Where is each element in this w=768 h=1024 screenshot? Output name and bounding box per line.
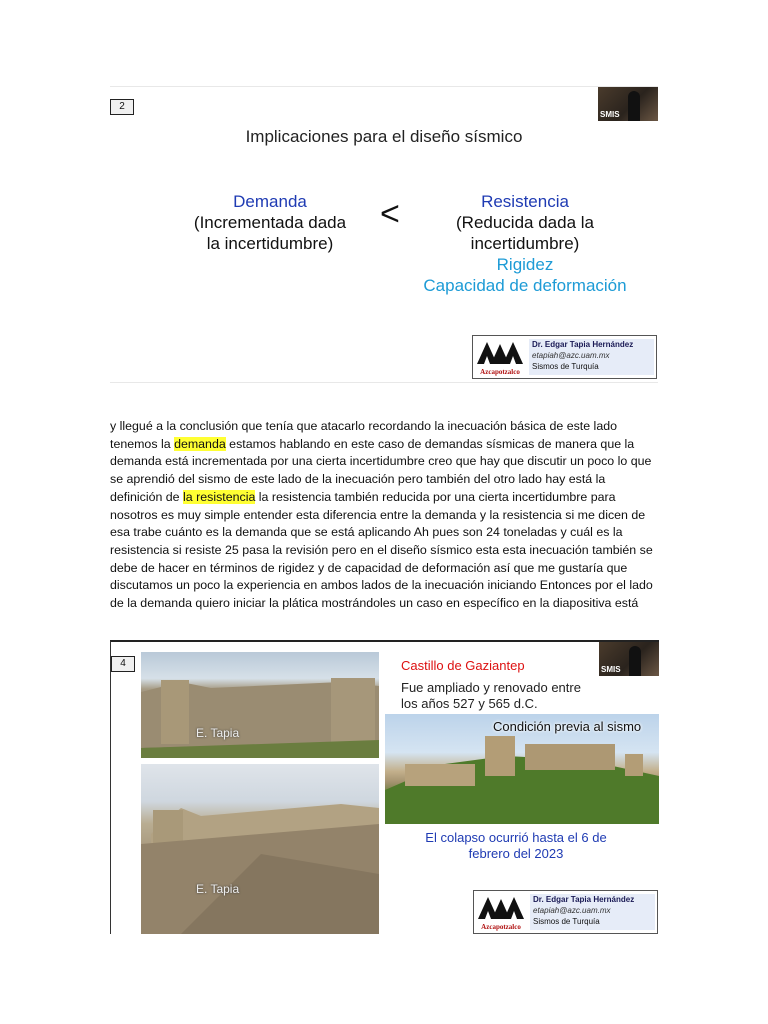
highlight-demanda: demanda [174,436,226,451]
author-credit-box [473,890,658,934]
castle-wall-photo [141,652,379,758]
demand-heading: Demanda [233,192,307,211]
camera-label: SMIS [601,665,621,674]
castle-description: Fue ampliado y renovado entre los años 527 y 565 d.C. [401,680,581,711]
photo-watermark-1: E. Tapia [196,726,240,740]
slide-castillo-gaziantep [110,640,659,934]
institution-name: Azcapotzalco [480,368,520,376]
resistance-column [410,191,640,296]
camera-label: SMIS [600,110,620,119]
transcript-part-3: la resistencia también reducida por una cierta incertidumbre para nosotros es muy simple entender esta diferencia entre la demanda y la resistencia si me dicen de esa trabe cuánto es la demanda que se está aplicando Ah pues son 24 toneladas y cuál es la resistencia si resiste 25 pasa la revisión pero en el diseño sísmico esta esta inecuación también se debe de hacer en términos de rigidez y de capacidad de deformación así que me gustaría que discutamos un poco la experiencia en ambos lados de la inecuación iniciando Entonces por el lado de la demanda quiero iniciar la plática mostrándoles un caso en específico en la diapositiva está [110,489,653,611]
demand-column [170,191,370,254]
author-name: Dr. Edgar Tapia Hernández [533,895,635,904]
talk-topic: Sismos de Turquía [532,362,599,371]
transcript-paragraph [110,418,660,613]
castle-wall-illustration [141,652,379,758]
slide-number: 4 [111,656,135,672]
photo-watermark-2: E. Tapia [196,882,240,896]
demand-line-2: la incertidumbre) [206,234,334,253]
highlight-la-resistencia: la resistencia [183,489,256,504]
talk-topic: Sismos de Turquía [533,917,600,926]
uam-logo-icon [475,338,525,366]
resistance-line-1: (Reducida dada la [456,213,594,232]
author-credit-box [472,335,657,379]
resistance-line-2: incertidumbre) [470,234,580,253]
institution-name: Azcapotzalco [481,923,521,931]
presenter-video-thumbnail [598,87,658,121]
author-name: Dr. Edgar Tapia Hernández [532,340,634,349]
slide-implicaciones [110,86,658,383]
slide-title: Implicaciones para el diseño sísmico [245,127,523,146]
slide-title: Castillo de Gaziantep [401,658,525,673]
resistance-item-rigidez: Rigidez [496,255,554,274]
presenter-video-thumbnail [599,642,659,676]
uam-logo [476,893,526,931]
resistance-heading: Resistencia [481,192,569,211]
collapse-caption: El colapso ocurrió hasta el 6 de febrero del 2023 [425,830,607,861]
author-email: etapiah@azc.uam.mx [532,351,610,360]
author-info [530,894,655,930]
presenter-figure [629,646,641,676]
uam-logo [475,338,525,376]
resistance-item-capacidad: Capacidad de deformación [423,276,627,295]
author-email: etapiah@azc.uam.mx [533,906,611,915]
author-info [529,339,654,375]
collapse-rubble-illustration [141,764,379,934]
castle-collapse-photo [141,764,379,934]
presenter-figure [628,91,640,121]
uam-logo-icon [476,893,526,921]
pre-earthquake-caption: Condición previa al sismo [493,719,642,734]
demand-line-1: (Incrementada dada [193,213,347,232]
less-than-operator: < [380,195,400,233]
slide-number: 2 [110,99,134,115]
transcript-part-1: y llegué a la conclusión que tenía que atacarlo recordando la inecuación básica de este lado tenemos la [110,419,617,451]
transcript-part-2: estamos hablando en este caso de demandas sísmicas de manera que la demanda está incrementada por una cierta incertidumbre creo que hay que discutir un poco lo que se aprendió del sismo de este lado de la inecuación pero también del otro lado hay está la definición de [110,436,652,504]
